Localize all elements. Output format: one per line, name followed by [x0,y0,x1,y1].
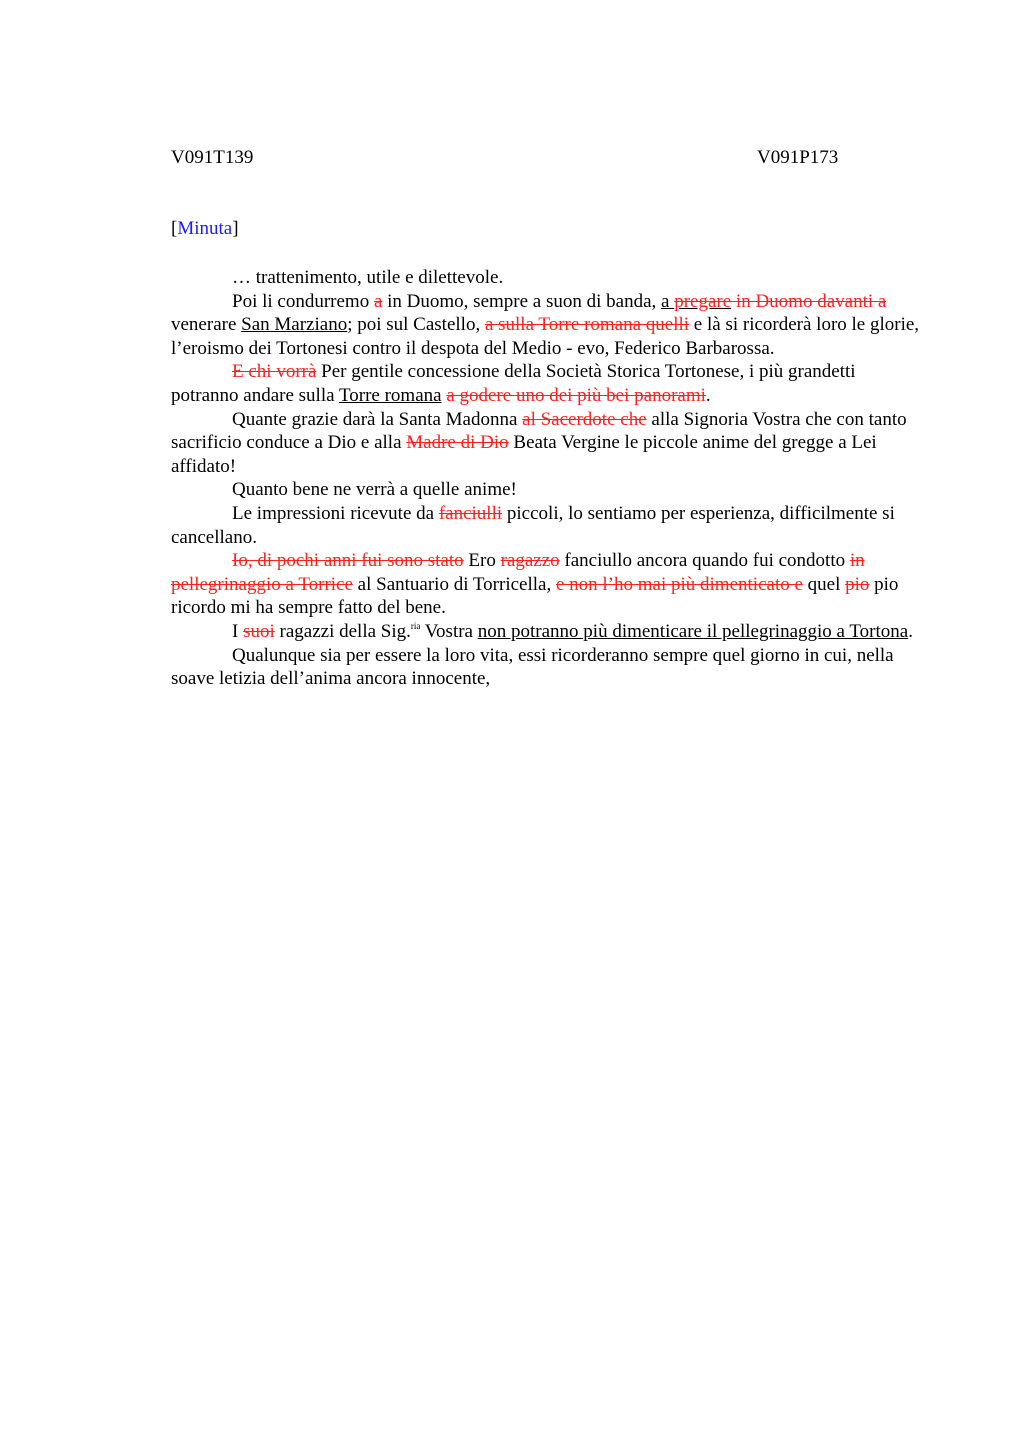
deleted-text: pio [845,573,870,595]
deleted-text: Io, di pochi anni fui sono stato [232,550,464,572]
superscript: ria [410,620,421,631]
deleted-text: in Duomo davanti a [731,290,887,312]
deleted-text: ragazzo [500,550,560,572]
text: quel [802,573,846,595]
text: alla Signoria Vostra che con tanto sacrificio conduce a Dio e alla [171,408,907,454]
text: Ero [463,550,501,572]
text: … trattenimento, utile e dilettevole. [232,267,504,288]
text: fanciullo ancora quando fui condotto [559,550,850,572]
paragraph [171,549,927,620]
text: Quanto bene ne verrà a quelle anime! [232,479,517,501]
paragraph [171,502,927,549]
text: . [705,384,711,406]
deleted-text: fanciulli [438,502,503,524]
text: in Duomo, sempre a suon di banda, [382,290,662,312]
deleted-text: E chi vorrà [232,361,317,383]
paragraph [171,360,927,407]
deleted-text: a godere uno dei più bei panorami [446,384,706,406]
text: . [908,620,913,642]
text: Quante grazie darà la Santa Madonna [232,408,523,430]
underlined-word: a [661,290,675,312]
underlined-text [661,291,731,312]
deleted-text: in pellegrinaggio a Torrice [171,550,865,595]
text: Poi li condurremo [232,290,374,312]
text: I [232,620,244,642]
text: Qualunque sia per essere la loro vita, essi ricorderanno sempre quel giorno in cui, nella soave letizia dell’anima ancora innocente, [171,644,894,690]
paragraph [171,290,927,361]
bracket-open: [ [171,218,178,239]
text: e là si ricorderà loro le glorie, l’eroismo dei Tortonesi contro il despota del Medio - evo, Federico Barbarossa. [171,314,920,359]
paragraph [171,478,927,502]
deleted-text: e non l’ho mai più dimenticato e [555,573,803,595]
deleted-text: a [373,290,383,312]
letter-body [171,266,927,691]
text: pio ricordo mi ha sempre fatto del bene. [171,573,899,619]
draft-label-text: Minuta [177,218,233,239]
deleted-text: suoi [243,620,275,642]
paragraph [171,620,927,644]
page-code: V091P173 [757,147,839,168]
text: piccoli, lo sentiamo per esperienza, difficilmente si cancellano. [171,502,895,548]
deleted-text: Madre di Dio [406,432,509,454]
paragraph [171,266,927,290]
text: ; poi sul Castello, [347,314,485,336]
draft-label [171,218,239,240]
text: Le impressioni ricevute da [232,502,439,524]
text: venerare [171,314,242,336]
text: Beata Vergine le piccole anime del gregge a Lei affidato! [171,432,877,477]
document-code: V091T139 [171,147,254,168]
underlined-text: Torre romana [338,384,442,406]
text: Per gentile concessione della Società Storica Tortonese, i più grandetti potranno andare sulla [171,361,856,406]
bracket-close: ] [232,218,239,239]
text: ragazzi della Sig. [274,620,411,642]
text: al Santuario di Torricella, [352,573,556,595]
deleted-text: al Sacerdote che [522,408,647,430]
deleted-text: pregare [674,290,732,312]
text: Vostra [420,620,478,642]
deleted-text: a sulla Torre romana quelli [484,314,690,336]
paragraph [171,644,927,691]
paragraph [171,408,927,479]
underlined-text: San Marziano [241,314,348,336]
underlined-text: non potranno più dimenticare il pellegrinaggio a Tortona [477,620,909,642]
